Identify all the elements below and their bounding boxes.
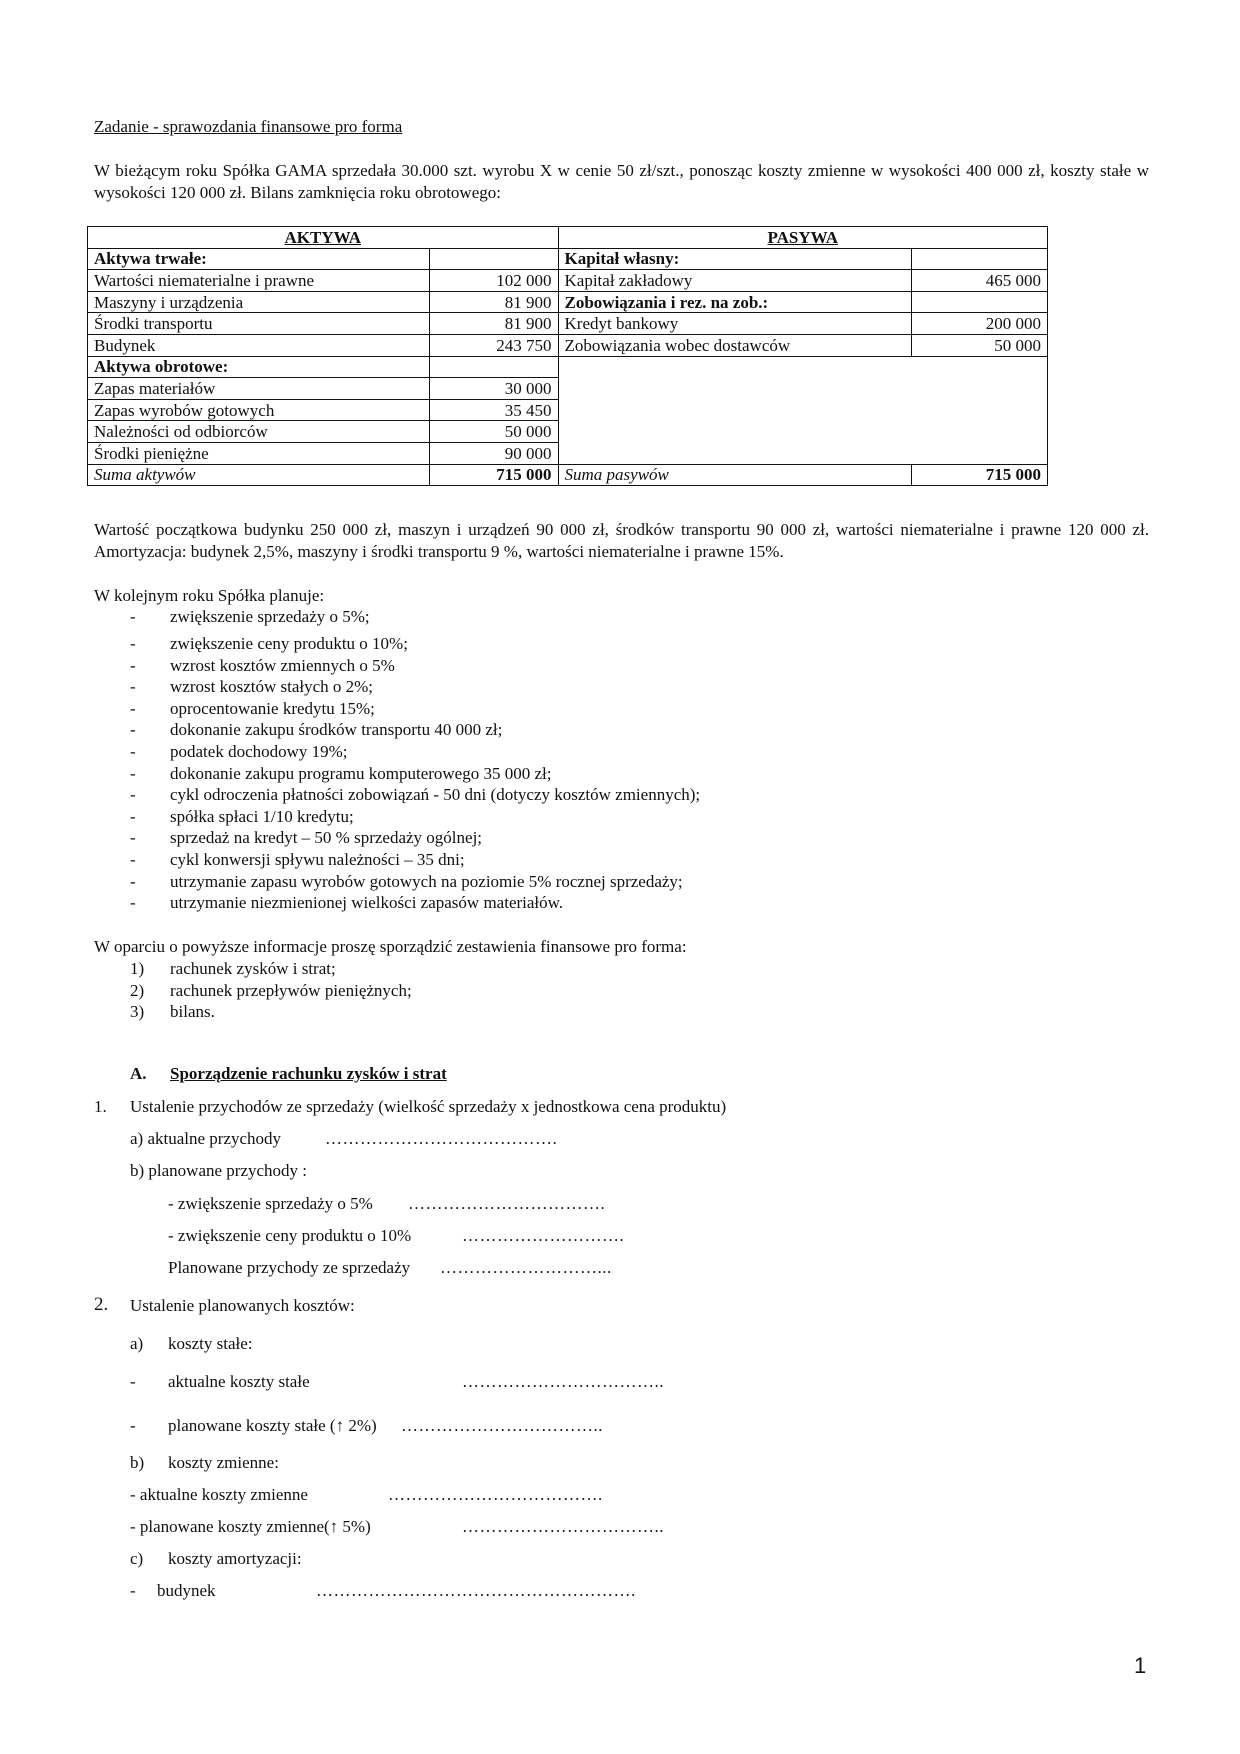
depreciation-letter: c) (130, 1549, 144, 1568)
list-item: - dokonanie zakupu środków transportu 40 000 zł; (130, 720, 503, 740)
current-variable-costs-label: - aktualne koszty zmienne (130, 1485, 308, 1504)
dash-bullet-icon: - (130, 763, 136, 783)
asset-value: 30 000 (429, 378, 558, 400)
building-depreciation-label: budynek (157, 1581, 216, 1600)
liability-label: Kapitał własny: (558, 248, 912, 270)
asset-value: 90 000 (429, 442, 558, 464)
dash-bullet-icon: - (130, 1416, 136, 1435)
list-item: - oprocentowanie kredytu 15%; (130, 698, 375, 718)
asset-value: 81 900 (429, 313, 558, 335)
liability-label: Zobowiązania wobec dostawców (558, 334, 912, 356)
asset-label: Zapas wyrobów gotowych (88, 399, 430, 421)
list-item: 1) rachunek zysków i strat; (130, 959, 336, 978)
liability-label: Zobowiązania i rez. na zob.: (558, 291, 912, 313)
liability-value: 465 000 (912, 270, 1048, 292)
planned-fixed-costs-label: planowane koszty stałe (↑ 2%) (168, 1416, 377, 1435)
liabilities-total-value: 715 000 (912, 464, 1048, 486)
price-increase-label: - zwiększenie ceny produktu o 10% (168, 1226, 412, 1245)
depreciation-title: koszty amortyzacji: (168, 1549, 302, 1568)
list-item: 3) bilans. (130, 1002, 215, 1022)
current-fixed-costs-blank[interactable]: …………………………….. (462, 1372, 664, 1391)
liability-label: Kapitał zakładowy (558, 270, 912, 292)
liability-value: 50 000 (912, 334, 1048, 356)
sales-increase-label: - zwiększenie sprzedaży o 5% (168, 1194, 373, 1213)
step-2-number: 2. (94, 1294, 109, 1315)
assets-total-value: 715 000 (429, 464, 558, 486)
requests-list (130, 958, 412, 1023)
liability-value (912, 248, 1048, 270)
balance-sheet-table (87, 226, 1048, 486)
list-item: - utrzymanie zapasu wyrobów gotowych na poziomie 5% rocznej sprzedaży; (130, 871, 683, 891)
dash-bullet-icon: - (130, 634, 136, 653)
asset-value (429, 248, 558, 270)
asset-label: Aktywa trwałe: (88, 248, 430, 270)
liability-label: Kredyt bankowy (558, 313, 912, 335)
initial-values-paragraph: Wartość początkowa budynku 250 000 zł, maszyn i urządzeń 90 000 zł, środków transportu 90 000 zł, wartości niematerialne i prawne 120 000 zł. Amortyzacja: budynek 2,5%, maszyny i środki transportu 9 %, wartości niematerialne i prawne 15%. (94, 520, 1149, 561)
step-1-title: Ustalenie przychodów ze sprzedaży (wielkość sprzedaży x jednostkowa cena produktu) (130, 1097, 727, 1116)
planned-sales-revenue-blank[interactable]: ………………………... (440, 1258, 612, 1277)
dash-bullet-icon: - (130, 720, 136, 740)
list-item: - cykl odroczenia płatności zobowiązań - 50 dni (dotyczy kosztów zmiennych); (130, 785, 701, 805)
asset-value (429, 356, 558, 378)
variable-costs-letter: b) (130, 1453, 145, 1472)
liability-value (912, 291, 1048, 313)
current-variable-costs-blank[interactable]: ………………………………. (388, 1485, 603, 1504)
current-revenue-label: a) aktualne przychody (130, 1129, 282, 1148)
fixed-costs-title: koszty stałe: (168, 1334, 253, 1353)
list-item: - zwiększenie sprzedaży o 5%; (130, 607, 370, 626)
liability-value: 200 000 (912, 313, 1048, 335)
section-a-heading: A. Sporządzenie rachunku zysków i strat (130, 1064, 447, 1083)
intro-paragraph: W bieżącym roku Spółka GAMA sprzedała 30.000 szt. wyrobu X w cenie 50 zł/szt., ponosząc koszty zmienne w wysokości 400 000 zł, koszty stałe w wysokości 120 000 zł. Bilans zamknięcia roku obrotowego: (94, 161, 1149, 202)
sales-increase-blank[interactable]: ……………………………. (408, 1194, 606, 1213)
dash-bullet-icon: - (130, 1581, 136, 1600)
list-item: - wzrost kosztów stałych o 2%; (130, 677, 374, 697)
list-item: - zwiększenie ceny produktu o 10%; (130, 634, 408, 653)
page-number: 1 (1134, 1653, 1147, 1678)
plans-heading: W kolejnym roku Spółka planuje: (94, 586, 325, 605)
dash-bullet-icon: - (130, 806, 136, 826)
dash-bullet-icon: - (130, 1372, 136, 1391)
liabilities-header: PASYWA (558, 227, 1048, 249)
assets-total-label: Suma aktywów (88, 464, 430, 486)
list-item: - spółka spłaci 1/10 kredytu; (130, 806, 354, 826)
list-item: - wzrost kosztów zmiennych o 5% (130, 655, 395, 675)
step-2-title: Ustalenie planowanych kosztów: (130, 1296, 355, 1315)
asset-label: Maszyny i urządzenia (88, 291, 430, 313)
dash-bullet-icon: - (130, 893, 136, 913)
asset-value: 102 000 (429, 270, 558, 292)
current-fixed-costs-label: aktualne koszty stałe (168, 1372, 310, 1391)
asset-label: Aktywa obrotowe: (88, 356, 430, 378)
list-item: - utrzymanie niezmienionej wielkości zapasów materiałów. (130, 893, 564, 913)
planned-variable-costs-label: - planowane koszty zmienne(↑ 5%) (130, 1517, 371, 1536)
asset-label: Zapas materiałów (88, 378, 430, 400)
asset-label: Należności od odbiorców (88, 421, 430, 443)
list-item: - cykl konwersji spływu należności – 35 dni; (130, 849, 465, 869)
plans-list (130, 606, 700, 914)
document-title: Zadanie - sprawozdania finansowe pro forma (94, 117, 403, 136)
fixed-costs-letter: a) (130, 1334, 144, 1353)
asset-label: Wartości niematerialne i prawne (88, 270, 430, 292)
assets-header: AKTYWA (88, 227, 559, 249)
liabilities-total-label: Suma pasywów (558, 464, 912, 486)
asset-label: Środki transportu (88, 313, 430, 335)
price-increase-blank[interactable]: ………………………. (462, 1226, 625, 1245)
dash-bullet-icon: - (130, 698, 136, 718)
list-item: - podatek dochodowy 19%; (130, 741, 348, 761)
asset-label: Środki pieniężne (88, 442, 430, 464)
planned-fixed-costs-blank[interactable]: …………………………….. (401, 1416, 603, 1435)
dash-bullet-icon: - (130, 828, 136, 848)
dash-bullet-icon: - (130, 655, 136, 675)
list-item: - dokonanie zakupu programu komputerowego 35 000 zł; (130, 763, 552, 783)
list-item: 2) rachunek przepływów pieniężnych; (130, 980, 412, 1000)
dash-bullet-icon: - (130, 871, 136, 891)
planned-variable-costs-blank[interactable]: …………………………….. (462, 1517, 664, 1536)
dash-bullet-icon: - (130, 785, 136, 805)
dash-bullet-icon: - (130, 741, 136, 761)
dash-bullet-icon: - (130, 849, 136, 869)
planned-revenue-label: b) planowane przychody : (130, 1161, 308, 1180)
asset-value: 35 450 (429, 399, 558, 421)
asset-value: 243 750 (429, 334, 558, 356)
variable-costs-title: koszty zmienne: (168, 1453, 279, 1472)
liabilities-empty-area (558, 356, 1048, 464)
dash-bullet-icon: - (130, 677, 136, 697)
planned-sales-revenue-label: Planowane przychody ze sprzedaży (168, 1258, 411, 1277)
asset-value: 81 900 (429, 291, 558, 313)
building-depreciation-blank[interactable]: ………………………………………………. (316, 1581, 636, 1600)
asset-label: Budynek (88, 334, 430, 356)
step-1-number: 1. (94, 1097, 107, 1116)
current-revenue-blank[interactable]: …………………………………. (325, 1129, 558, 1148)
dash-bullet-icon: - (130, 607, 136, 626)
asset-value: 50 000 (429, 421, 558, 443)
request-heading: W oparciu o powyższe informacje proszę sporządzić zestawienia finansowe pro forma: (94, 937, 687, 956)
list-item: - sprzedaż na kredyt – 50 % sprzedaży ogólnej; (130, 828, 483, 848)
